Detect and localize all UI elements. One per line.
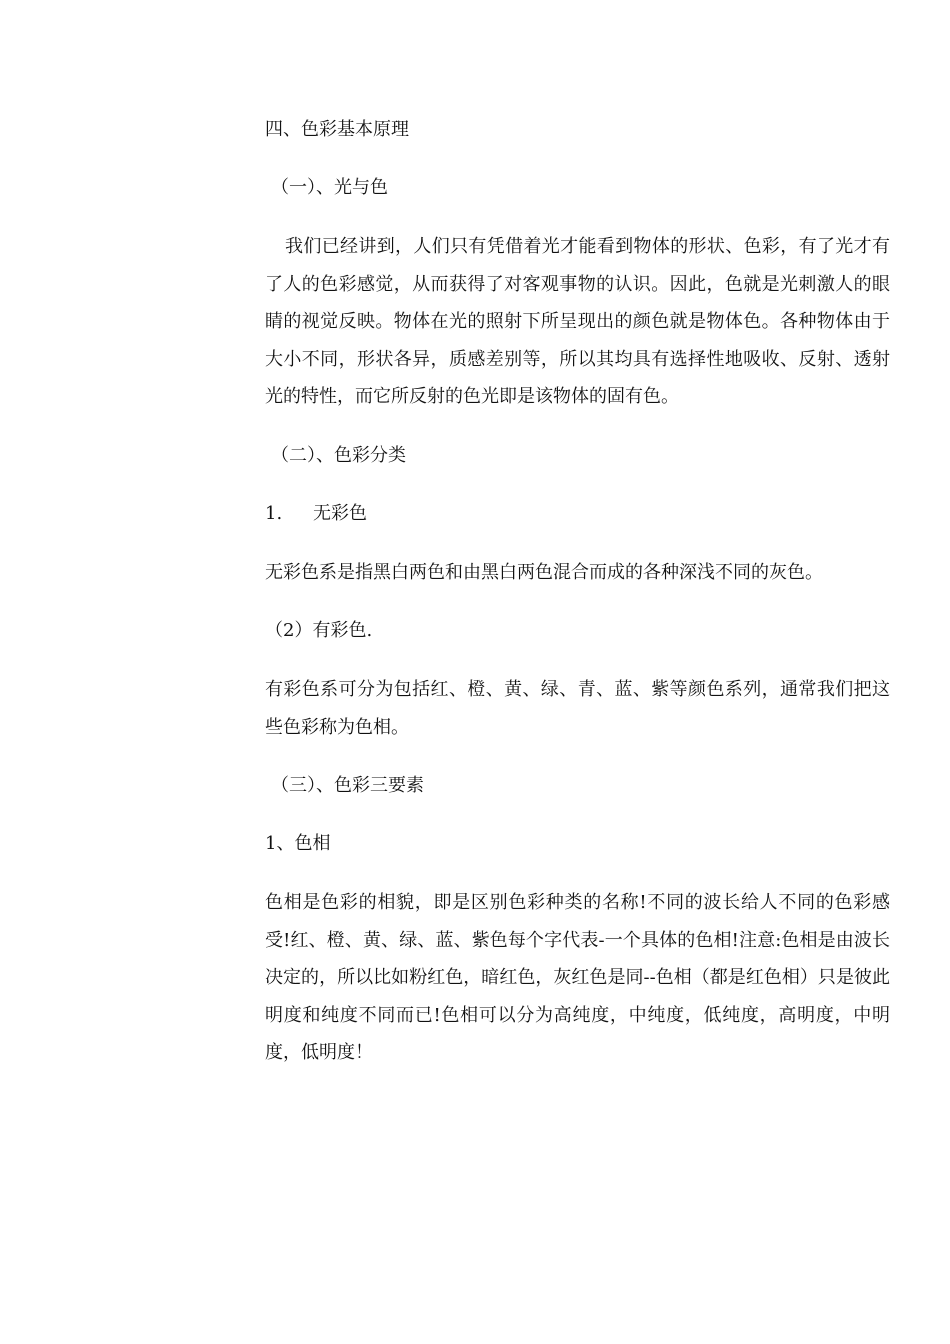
list-item-number: 1. <box>265 502 283 524</box>
subheading-chromatic: （2）有彩色. <box>265 620 373 641</box>
paragraph-achromatic: 无彩色系是指黑白两色和由黑白两色混合而成的各种深浅不同的灰色。 <box>265 561 823 583</box>
subsection-heading-classify: （二）、色彩分类 <box>271 444 406 466</box>
list-item-achromatic <box>265 496 890 532</box>
section-heading-main: 四、色彩基本原理 <box>265 119 409 140</box>
subheading-hue: 1、色相 <box>265 833 331 854</box>
paragraph-light-color: 我们已经讲到，人们只有凭借着光才能看到物体的形状、色彩，有了光才有了人的色彩感觉，从而获得了对客观事物的认识。因此，色就是光刺激人的眼睛的视觉反映。物体在光的照射下所呈现出的颜色就是物体色。各种物体由于大小不同，形状各异，质感差别等，所以其均具有选择性地吸收、反射、透射光的特性，而它所反射的色光即是该物体的固有色。 <box>265 236 890 407</box>
paragraph-hue: 色相是色彩的相貌，即是区别色彩种类的名称!不同的波长给人不同的色彩感受!红、橙、黄、绿、蓝、紫色每个字代表-一个具体的色相!注意:色相是由波长决定的，所以比如粉红色，暗红色，灰红色是同--色相（都是红色相）只是彼此明度和纯度不同而已!色相可以分为高纯度，中纯度，低纯度，高明度，中明度，低明度！ <box>265 892 890 1063</box>
subsection-heading-three-elements: （三）、色彩三要素 <box>271 775 424 796</box>
subsection-heading-light-color: （一）、光与色 <box>271 177 388 198</box>
paragraph-chromatic: 有彩色系可分为包括红、橙、黄、绿、青、蓝、紫等颜色系列，通常我们把这些色彩称为色相。 <box>265 679 890 738</box>
list-item-label: 无彩色 <box>313 502 367 524</box>
document-body <box>265 112 890 1072</box>
